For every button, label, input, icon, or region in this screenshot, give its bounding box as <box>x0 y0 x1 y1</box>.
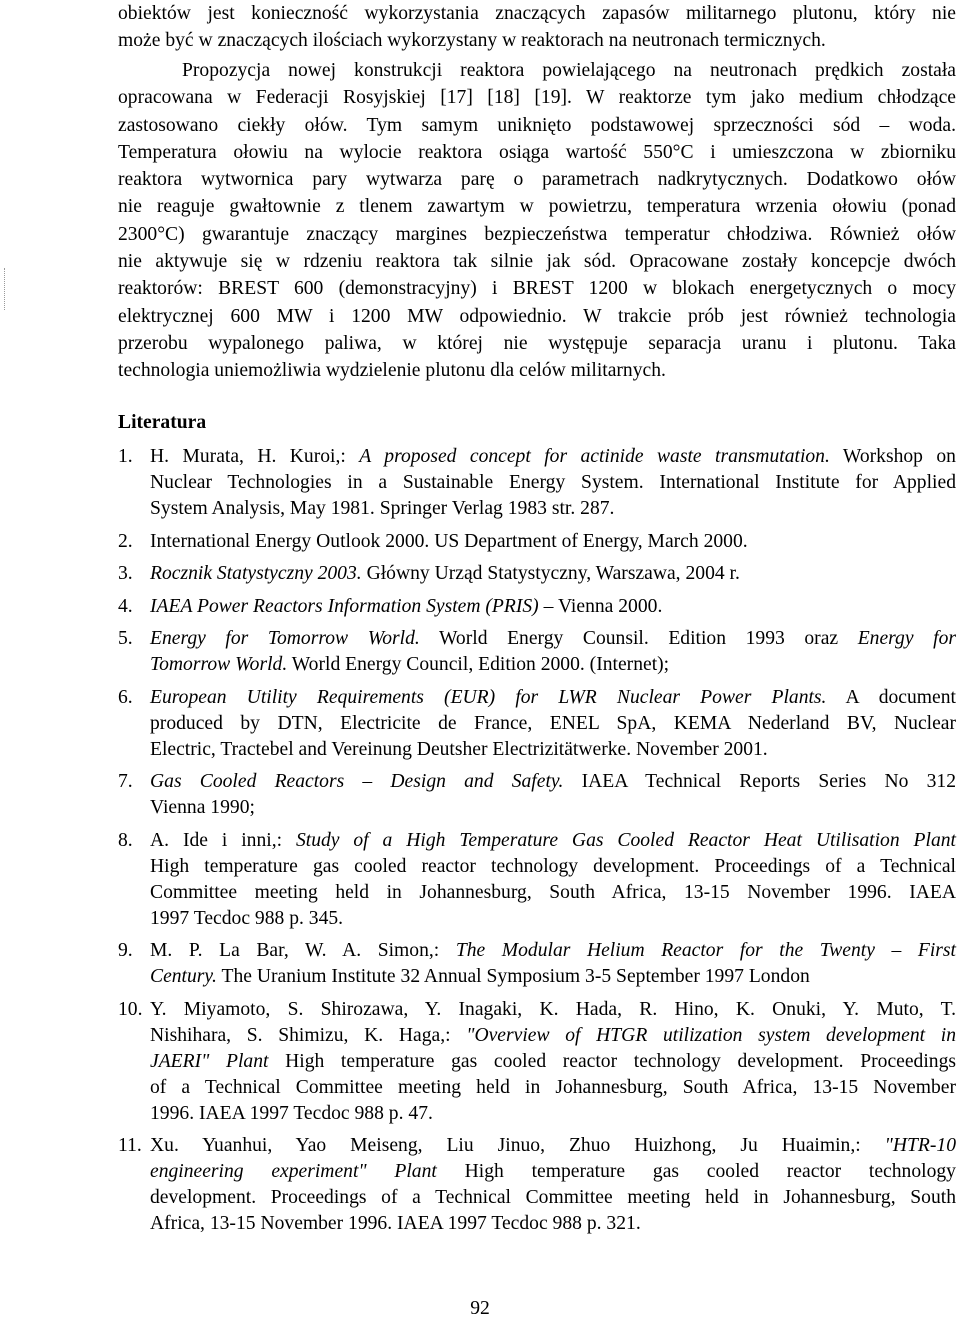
reference-segment: Vienna 1990; <box>150 797 255 818</box>
reference-number: 2. <box>118 530 133 552</box>
text-line: zastosowano ciekły ołów. Tym samym uniknięto podstawowej sprzeczności sód – woda. <box>118 114 956 136</box>
text-line: może być w znaczących ilościach wykorzystany w reaktorach na neutronach termicznych. <box>118 30 826 52</box>
reference-line <box>150 828 956 854</box>
paragraph-1 <box>118 0 956 55</box>
reference-segment: The Uranium Institute 32 Annual Symposium 3-5 September 1997 London <box>216 966 810 987</box>
reference-segment: System Analysis, May 1981. Springer Verlag 1983 str. 287. <box>150 498 615 519</box>
reference-text <box>150 594 956 620</box>
reference-segment: produced by DTN, Electricite de France, ENEL SpA, KEMA Nederland BV, Nuclear <box>150 712 956 734</box>
reference-line <box>150 652 956 678</box>
reference-title: IAEA Power Reactors Information System (PRIS) <box>150 595 539 617</box>
reference-item <box>118 1133 956 1237</box>
reference-segment: International Energy Outlook 2000. US Department of Energy, March 2000. <box>150 530 748 552</box>
reference-line <box>150 1049 956 1075</box>
reference-segment: World Energy Council, Edition 2000. (Internet); <box>287 654 670 675</box>
reference-segment: Committee meeting held in Johannesburg, South Africa, 13-15 November 1996. IAEA <box>150 881 956 903</box>
reference-line <box>150 880 956 906</box>
reference-number: 4. <box>118 595 133 617</box>
references-list <box>118 444 956 1244</box>
reference-line <box>150 561 956 587</box>
reference-number: 10. <box>118 998 143 1020</box>
text-line: 2300°C) gwarantuje znaczący margines bezpieczeństwa temperatur chłodziwa. Również ołów <box>118 223 956 245</box>
reference-item <box>118 828 956 932</box>
reference-segment: High temperature gas cooled reactor technology <box>436 1161 956 1182</box>
reference-line <box>150 938 956 964</box>
text-line: elektrycznej 600 MW i 1200 MW odpowiednio. W trakcie prób jest również technologia <box>118 305 956 327</box>
reference-title: engineering experiment" Plant <box>150 1161 437 1182</box>
reference-item <box>118 529 956 555</box>
text-line: przerobu wypalonego paliwa, w której nie występuje separacja uranu i plutonu. Taka <box>118 332 956 354</box>
reference-text <box>150 685 956 763</box>
reference-title: Century. <box>150 966 217 987</box>
reference-title: European Utility Requirements (EUR) for LWR Nuclear Power Plants. <box>150 686 827 708</box>
text-line: Temperatura ołowiu na wylocie reaktora osiąga wartość 550°C i umieszczona w zbiorniku <box>118 141 956 163</box>
reference-segment: Nishihara, S. Shimizu, K. Haga,: <box>150 1024 467 1046</box>
reference-segment: – Vienna 2000. <box>538 595 663 617</box>
page-number: 92 <box>470 1298 490 1319</box>
references-heading: Literatura <box>118 412 207 433</box>
reference-title: Energy for Tomorrow World. <box>150 628 420 649</box>
text-line: opracowana w Federacji Rosyjskiej [17] [18] [19]. W reaktorze tym jako medium chłodzące <box>118 87 956 109</box>
reference-segment: development. Proceedings of a Technical Committee meeting held in Johannesburg, South <box>150 1187 956 1208</box>
reference-text <box>150 938 956 990</box>
reference-segment: Główny Urząd Statystyczny, Warszawa, 2004 r. <box>361 563 740 584</box>
reference-title: Tomorrow World. <box>150 654 288 675</box>
reference-segment: High temperature gas cooled reactor technology development. Proceedings <box>268 1050 956 1072</box>
reference-item <box>118 594 956 620</box>
reference-line <box>150 626 956 652</box>
reference-segment: H. Murata, H. Kuroi,: <box>150 446 360 467</box>
reference-line <box>150 1101 956 1127</box>
reference-line <box>150 854 956 880</box>
reference-line <box>150 906 956 932</box>
reference-line <box>150 470 956 496</box>
reference-line <box>150 529 956 555</box>
reference-item <box>118 769 956 821</box>
reference-number: 3. <box>118 563 133 584</box>
reference-line <box>150 444 956 470</box>
text-line: technologia uniemożliwia wydzielenie plutonu dla celów militarnych. <box>118 360 666 382</box>
reference-segment: IAEA Technical Reports Series No 312 <box>563 771 956 792</box>
reference-text <box>150 769 956 821</box>
reference-line <box>150 496 956 522</box>
reference-segment: A document <box>826 686 956 708</box>
text-line: nie reaguje gwałtownie z tlenem zawartym w powietrzu, temperatura wrzenia ołowiu (ponad <box>118 196 956 218</box>
reference-segment: Workshop on <box>829 446 956 467</box>
text-line: reaktorów: BREST 600 (demonstracyjny) i BREST 1200 w blokach energetycznych o mocy <box>118 278 956 300</box>
reference-segment: High temperature gas cooled reactor technology development. Proceedings of a Technical <box>150 855 956 877</box>
text-line: reaktora wytwornica pary wytwarza parę o parametrach nadkrytycznych. Dodatkowo ołów <box>118 169 956 191</box>
reference-title: Gas Cooled Reactors – Design and Safety. <box>150 771 564 792</box>
reference-text <box>150 444 956 522</box>
reference-number: 6. <box>118 686 133 708</box>
reference-text <box>150 1133 956 1237</box>
reference-item <box>118 938 956 990</box>
reference-line <box>150 769 956 795</box>
reference-segment: Electric, Tractebel and Vereinung Deutsher Electrizitätwerke. November 2001. <box>150 738 768 760</box>
reference-title: Rocznik Statystyczny 2003. <box>150 563 362 584</box>
reference-segment: Y. Miyamoto, S. Shirozawa, Y. Inagaki, K. Hada, R. Hino, K. Onuki, Y. Muto, T. <box>150 998 956 1020</box>
reference-text <box>150 828 956 932</box>
reference-line <box>150 1133 956 1159</box>
reference-title: A proposed concept for actinide waste transmutation. <box>359 446 830 467</box>
reference-text <box>150 997 956 1127</box>
reference-number: 9. <box>118 940 133 961</box>
reference-title: The Modular Helium Reactor for the Twenty – First <box>455 940 956 961</box>
reference-item <box>118 444 956 522</box>
reference-line <box>150 594 956 620</box>
reference-title: Energy for <box>857 628 956 649</box>
reference-segment: World Energy Counsil. Edition 1993 oraz <box>419 628 858 649</box>
reference-title: JAERI" Plant <box>150 1050 269 1072</box>
reference-line <box>150 711 956 737</box>
reference-line <box>150 685 956 711</box>
reference-segment: M. P. La Bar, W. A. Simon,: <box>150 940 456 961</box>
reference-number: 1. <box>118 446 133 467</box>
reference-line <box>150 964 956 990</box>
reference-line <box>150 1075 956 1101</box>
reference-line <box>150 1185 956 1211</box>
text-line: nie aktywuje się w rdzeniu reaktora tak silnie jak sód. Opracowane zostały koncepcje dwóch <box>118 251 956 273</box>
reference-segment: Nuclear Technologies in a Sustainable Energy System. International Institute for Applied <box>150 472 956 493</box>
reference-title: "Overview of HTGR utilization system development in <box>466 1024 956 1046</box>
reference-number: 5. <box>118 628 133 649</box>
reference-title: "HTR-10 <box>884 1135 956 1156</box>
reference-segment: Africa, 13-15 November 1996. IAEA 1997 Tecdoc 988 p. 321. <box>150 1213 641 1234</box>
reference-line <box>150 795 956 821</box>
reference-line <box>150 1211 956 1237</box>
reference-item <box>118 685 956 763</box>
reference-number: 11. <box>118 1135 142 1156</box>
paragraph-2 <box>118 57 956 385</box>
reference-text <box>150 561 956 587</box>
reference-line <box>150 737 956 763</box>
margin-mark <box>4 268 6 310</box>
reference-segment: 1997 Tecdoc 988 p. 345. <box>150 907 344 929</box>
reference-item <box>118 561 956 587</box>
reference-number: 8. <box>118 829 133 851</box>
reference-title: Study of a High Temperature Gas Cooled Reactor Heat Utilisation Plant <box>295 829 956 851</box>
text-line: Propozycja nowej konstrukcji reaktora powielającego na neutronach prędkich została <box>182 60 956 81</box>
reference-segment: of a Technical Committee meeting held in Johannesburg, South Africa, 13-15 November <box>150 1076 956 1098</box>
reference-item <box>118 626 956 678</box>
reference-text <box>150 529 956 555</box>
text-line: obiektów jest konieczność wykorzystania znaczących zapasów militarnego plutonu, który nie <box>118 3 956 24</box>
reference-text <box>150 626 956 678</box>
reference-segment: 1996. IAEA 1997 Tecdoc 988 p. 47. <box>150 1102 433 1124</box>
reference-line <box>150 1159 956 1185</box>
reference-line <box>150 997 956 1023</box>
reference-segment: Xu. Yuanhui, Yao Meiseng, Liu Jinuo, Zhuo Huizhong, Ju Huaimin,: <box>150 1135 885 1156</box>
reference-item <box>118 997 956 1127</box>
reference-line <box>150 1023 956 1049</box>
reference-segment: A. Ide i inni,: <box>150 829 296 851</box>
reference-number: 7. <box>118 771 133 792</box>
